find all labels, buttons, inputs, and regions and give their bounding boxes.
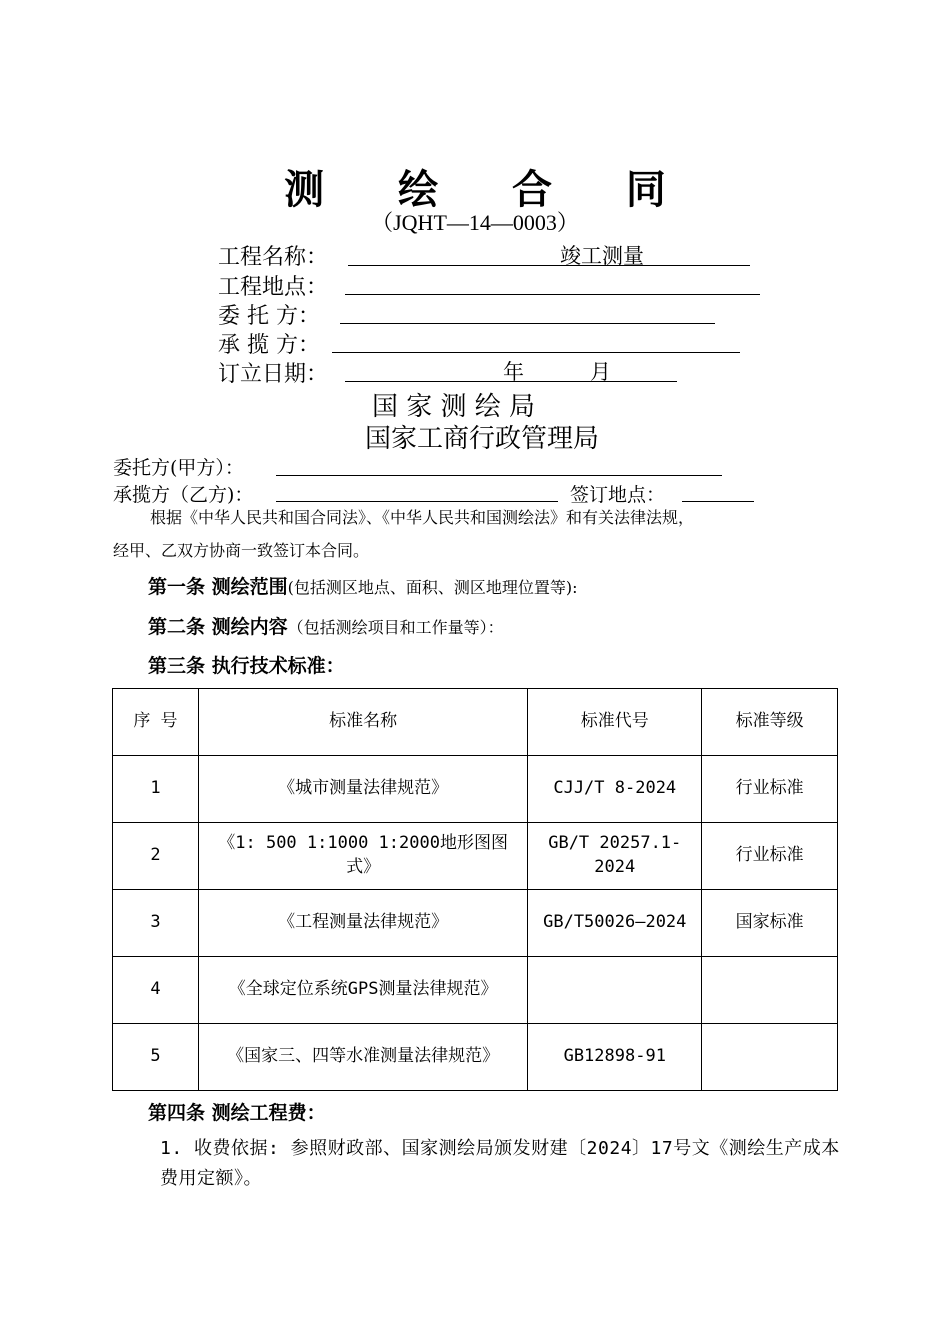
party-b-line[interactable] [276,477,558,502]
article-2-head: 第二条 测绘内容 [148,616,288,638]
project-location-line[interactable] [345,270,760,295]
table-row [113,957,838,1024]
cell-code: GB/T50026—2024 [528,890,702,957]
cell-no: 1 [113,756,199,823]
contract-title: 测 绘 合 同 [284,166,696,213]
org-surveying-bureau: 国 家 测 绘 局 [372,392,536,422]
article-4-head: 第四条 测绘工程费： [148,1102,326,1124]
sign-date-label: 订立日期： [218,362,329,387]
project-name-line[interactable] [348,241,750,266]
table-row [113,1024,838,1091]
project-location-label: 工程地点： [218,275,329,300]
client-line[interactable] [340,299,715,324]
contract-number: （JQHT—14—0003） [371,210,579,235]
cell-level: 行业标准 [702,756,838,823]
cell-name: 《国家三、四等水准测量法律规范》 [198,1024,527,1091]
cell-name: 《工程测量法律规范》 [198,890,527,957]
cell-code [528,957,702,1024]
cell-code: GB12898-91 [528,1024,702,1091]
party-a-label: 委托方(甲方）： [113,457,244,479]
cell-no: 2 [113,823,199,890]
cell-level [702,1024,838,1091]
article-1-note: (包括测区地点、面积、测区地理位置等): [287,578,578,597]
header-level: 标准等级 [702,689,838,756]
article-3 [148,651,345,678]
table-row [113,756,838,823]
cell-code: GB/T 20257.1-2024 [528,823,702,890]
cell-name: 《城市测量法律规范》 [198,756,527,823]
sign-date-month: 月 [590,360,611,384]
org-industry-commerce: 国家工商行政管理局 [365,424,600,454]
header-code: 标准代号 [528,689,702,756]
standards-table [112,688,838,1091]
sign-place-line[interactable] [682,477,754,502]
client-label: 委 托 方： [218,304,320,329]
header-name: 标准名称 [198,689,527,756]
cell-code: CJJ/T 8-2024 [528,756,702,823]
fee-basis-paragraph: 1. 收费依据: 参照财政部、国家测绘局颁发财建〔2024〕17号文《测绘生产成本费用定额》。 [160,1138,840,1189]
article-3-head: 第三条 执行技术标准： [148,655,345,677]
article-1-head: 第一条 测绘范围 [148,576,288,598]
article-2-note: （包括测绘项目和工作量等）： [287,618,504,637]
intro-line-1: 根据《中华人民共和国合同法》、《中华人民共和国测绘法》和有关法律法规， [150,508,695,527]
sign-place-label: 签订地点： [570,484,666,506]
cell-level [702,957,838,1024]
table-header-row [113,689,838,756]
cell-level: 国家标准 [702,890,838,957]
cell-no: 5 [113,1024,199,1091]
party-b-label: 承揽方（乙方)： [113,484,254,506]
party-a-line[interactable] [276,451,722,476]
header-no: 序 号 [113,689,199,756]
cell-level: 行业标准 [702,823,838,890]
intro-line-2: 经甲、乙双方协商一致签订本合同。 [113,541,370,560]
project-name-label: 工程名称： [218,245,329,270]
article-1 [148,572,578,599]
table-row [113,823,838,890]
article-4 [148,1098,326,1125]
contractor-label: 承 揽 方： [218,333,320,358]
contractor-line[interactable] [332,328,740,353]
cell-name: 《全球定位系统GPS测量法律规范》 [198,957,527,1024]
project-name-value: 竣工测量 [560,244,644,268]
cell-no: 4 [113,957,199,1024]
article-2 [148,612,504,639]
cell-name: 《1: 500 1:1000 1:2000地形图图式》 [198,823,527,890]
sign-date-year: 年 [503,360,524,384]
table-row [113,890,838,957]
cell-no: 3 [113,890,199,957]
